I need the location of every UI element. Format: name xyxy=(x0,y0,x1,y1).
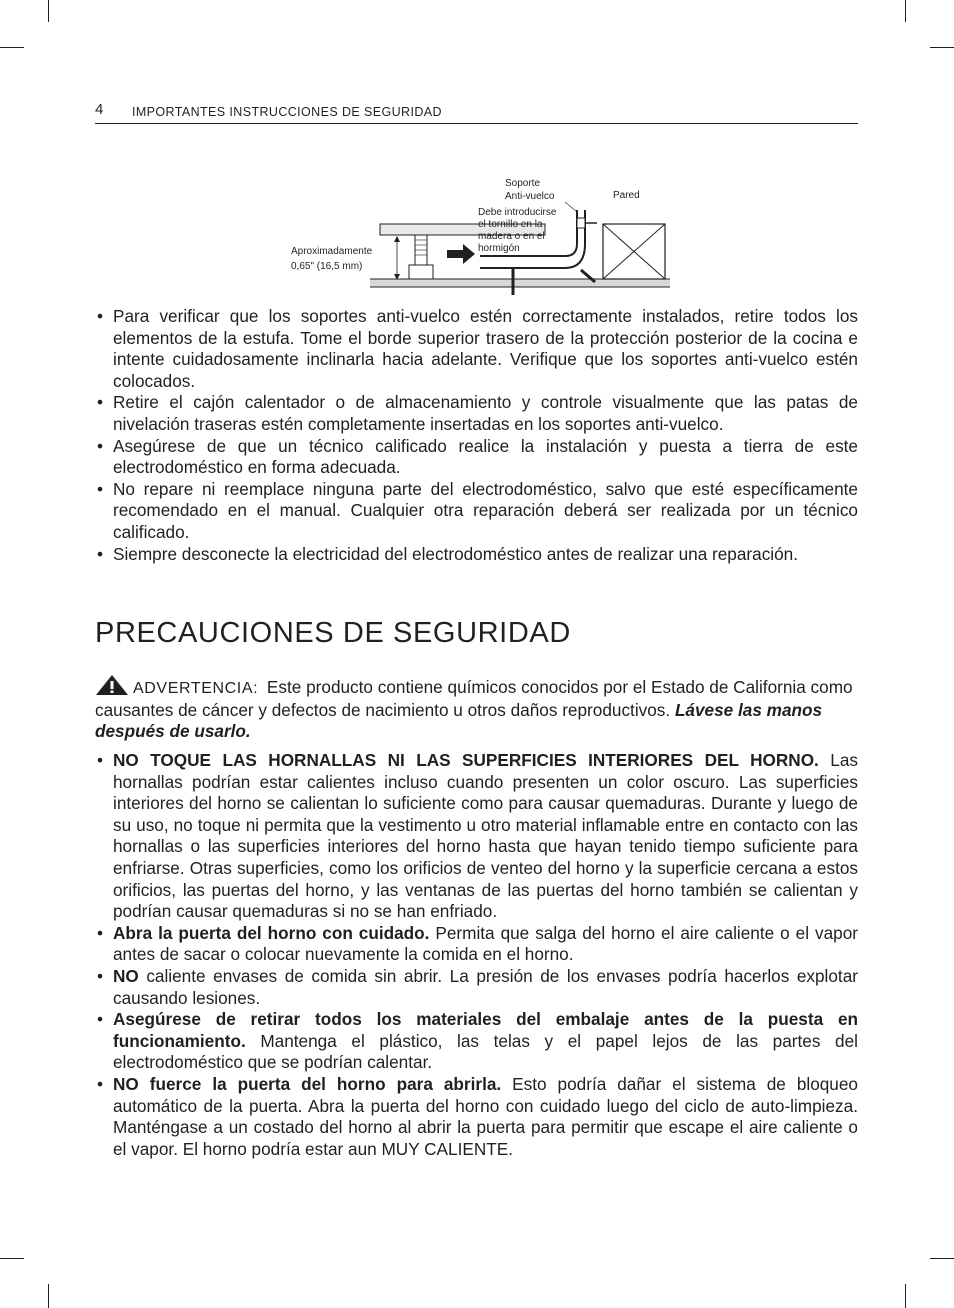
warning-icon xyxy=(95,674,129,696)
crop-mark xyxy=(930,1258,954,1259)
crop-mark xyxy=(0,47,24,48)
crop-mark xyxy=(905,0,906,22)
page-header xyxy=(95,101,858,124)
list-item-bold: NO xyxy=(113,965,139,986)
header-title: IMPORTANTES INSTRUCCIONES DE SEGURIDAD xyxy=(132,105,442,119)
list-item-text: caliente envases de comida sin abrir. La presión de los envases podría hacerlos explotar causando lesiones. xyxy=(113,965,858,1008)
list-item-text: Las hornallas podrían estar calientes incluso cuando presenten un color oscuro. Las superficies interiores del horno se calientan lo suficiente como para causar quemaduras. Durante y luego de su uso, no toque ni permita que la vestimento u otro material inflamable entre en contacto con las hornallas o las superficies interiores del horno hasta que hayan tenido tiempo suficiente para enfriarse. Otras superficies, como los orificios de venteo del horno y la superficie cercana a estos orificios, las puertas del horno, y las ventanas de las puertas del horno también se calientan y podrían causar quemaduras si no se han enfriado. xyxy=(113,750,858,922)
list-item-text: Mantenga el plástico, las telas y el papel lejos de las partes del electrodoméstico que se podrían calentar. xyxy=(113,1030,858,1073)
list-item: • Asegúrese de que un técnico calificado realice la instalación y puesta a tierra de este electrodoméstico en forma adecuada. xyxy=(95,436,858,479)
crop-mark xyxy=(930,47,954,48)
page-number: 4 xyxy=(95,101,104,118)
list-item: • Retire el cajón calentador o de almacenamiento y controle visualmente que las patas de nivelación traseras estén completamente insertadas en los soportes anti-vuelco. xyxy=(95,392,858,435)
list-item: • Para verificar que los soportes anti-vuelco estén correctamente instalados, retire todos los elementos de la estufa. Tome el borde superior trasero de la protección posterior de la cocina e intente cuidadosamente inclinarla hacia adelante. Verifique que los soportes anti-vuelco estén colocados. xyxy=(95,306,858,392)
safety-precautions-list xyxy=(95,750,858,1160)
crop-mark xyxy=(905,1284,906,1308)
wall-screw xyxy=(577,218,585,228)
label-dimension: 0,65" (16,5 mm) xyxy=(291,261,363,272)
list-item-bold: NO fuerce la puerta del horno para abrirla. xyxy=(113,1073,502,1094)
warning-text: Este producto contiene químicos conocidos por el Estado de California como causantes de cáncer y defectos de nacimiento u otros daños reproductivos. xyxy=(95,677,853,720)
list-item xyxy=(95,1074,858,1160)
floor xyxy=(370,279,670,287)
warning-emphasis: Lávese las manos después de usarlo. xyxy=(95,699,823,742)
label-tornillo: madera o en el xyxy=(478,231,545,242)
dimension-arrow-top xyxy=(394,236,400,242)
list-item-bold: NO TOQUE LAS HORNALLAS NI LAS SUPERFICIES INTERIORES DEL HORNO. xyxy=(113,750,819,770)
label-tornillo: Debe introducirse xyxy=(478,207,557,218)
list-item-bold: Asegúrese de retirar todos los materiales del embalaje antes de la puesta en funcionamiento. xyxy=(113,1009,858,1051)
list-item xyxy=(95,1009,858,1074)
label-anti-vuelco: Anti-vuelco xyxy=(505,191,555,202)
warning-block xyxy=(95,674,858,743)
list-item xyxy=(95,750,858,923)
list-item-text: Esto podría dañar el sistema de bloqueo automático de la puerta. Abra la puerta del horno con cuidado luego del ciclo de auto-limpieza. Manténgase a un costado del horno al abrir la puerta para permitir que escape el aire caliente o el vapor. El horno podría estar aun MUY CALIENTE. xyxy=(113,1073,858,1159)
label-soporte: Soporte xyxy=(505,178,541,189)
list-item: • No repare ni reemplace ninguna parte del electrodoméstico, salvo que esté específicamente recomendado en el manual. Cualquier otra reparación deberá ser realizada por un técnico calificado. xyxy=(95,479,858,544)
label-tornillo: hormigón xyxy=(478,243,520,254)
section-title: PRECAUCIONES DE SEGURIDAD xyxy=(95,617,571,649)
direction-arrow xyxy=(447,244,475,264)
label-aproximadamente: Aproximadamente xyxy=(291,246,373,257)
label-tornillo: el tornillo en la xyxy=(478,219,543,230)
anti-tip-bracket-diagram xyxy=(285,170,675,300)
leveling-foot xyxy=(409,265,433,279)
warning-label: ADVERTENCIA: xyxy=(133,680,259,697)
list-item xyxy=(95,923,858,966)
anti-tip-instructions-list xyxy=(95,306,858,565)
crop-mark xyxy=(0,1258,24,1259)
list-item: • Siempre desconecte la electricidad del electrodoméstico antes de realizar una reparación. xyxy=(95,544,858,566)
crop-mark xyxy=(48,1284,49,1308)
list-item-text: Permita que salga del horno el aire caliente o el vapor antes de sacar o colocar nuevamente la comida en el horno. xyxy=(113,922,858,965)
label-pared: Pared xyxy=(613,190,640,201)
list-item xyxy=(95,966,858,1009)
crop-mark xyxy=(48,0,49,22)
list-item-bold: Abra la puerta del horno con cuidado. xyxy=(113,922,430,943)
